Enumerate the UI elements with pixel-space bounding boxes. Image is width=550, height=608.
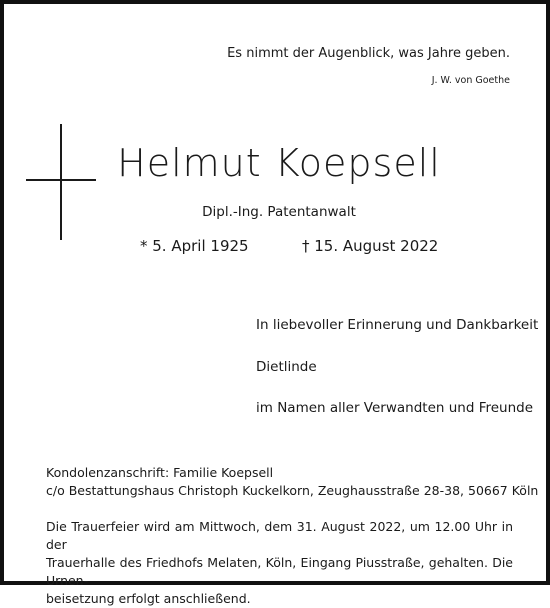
funeral-line: beisetzung erfolgt anschließend. [46,591,251,606]
family-line: im Namen aller Verwandten und Freunde [256,400,534,416]
deceased-title: Dipl.-Ing. Patentanwalt [202,204,356,220]
birth-date: * 5. April 1925 [140,237,249,255]
deceased-name: Helmut Koepsell [117,141,441,185]
survivor-name: Dietlinde [256,359,317,375]
condolence-address: c/o Bestattungshaus Christoph Kuckelkorn, Zeughausstraße 28-38, 50667 Köln [46,483,539,498]
funeral-line: Trauerhalle des Friedhofs Melaten, Köln, Eingang Piusstraße, gehalten. Die Urnen- [46,555,513,588]
quote: Es nimmt der Augenblick, was Jahre geben. [227,46,510,61]
funeral-info [46,518,513,608]
death-date: † 15. August 2022 [302,237,439,255]
quote-author: J. W. von Goethe [431,75,510,86]
condolence-address-label: Kondolenzanschrift: Familie Koepsell [46,465,274,480]
memory-line: In liebevoller Erinnerung und Dankbarkeit [256,317,539,333]
funeral-line: Die Trauerfeier wird am Mittwoch, dem 31. August 2022, um 12.00 Uhr in der [46,519,513,552]
